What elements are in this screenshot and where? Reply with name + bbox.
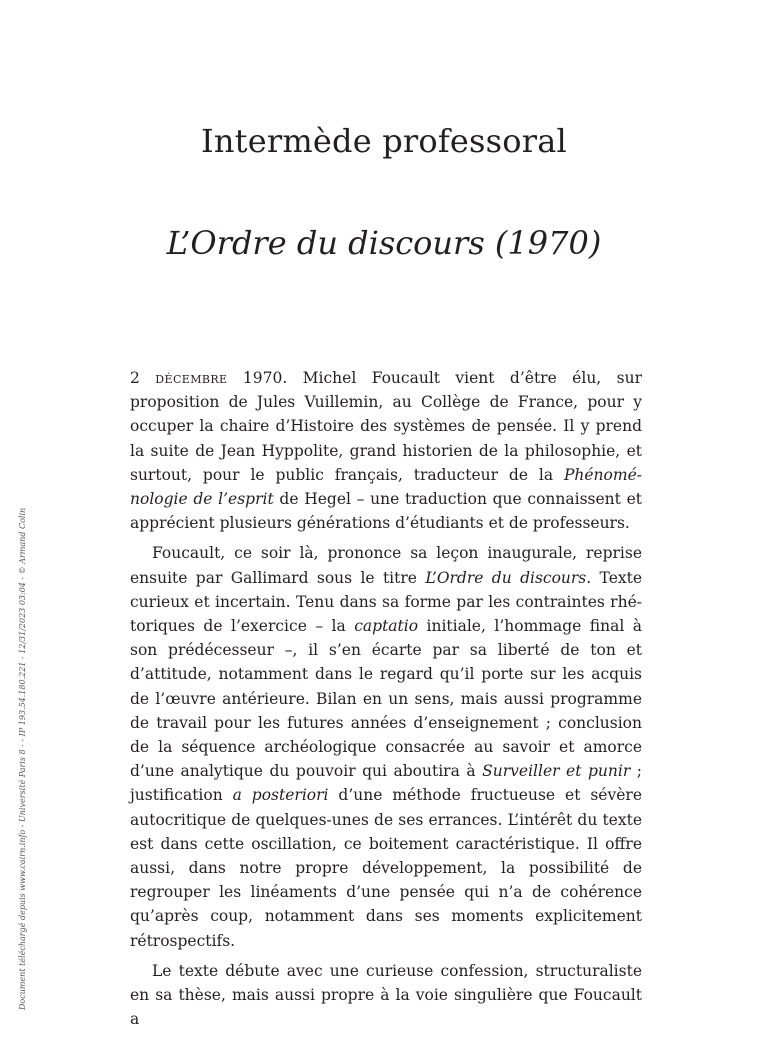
body-text <box>130 366 642 1037</box>
paragraph-2-text-e: d’une méthode fructueuse et sévère autocritique de quelques-unes de ses errances. L’intérêt du texte est dans cette oscillation, ce boitement caractéristique. Il offre aussi, dans notre propre développement, la possibilité de regrouper les linéaments d’une pensée qui n’a de cohérence qu’après coup, notamment dans ses moments explicitement rétrospectifs. <box>130 786 642 950</box>
work-title-ordre: L’Ordre du discours <box>425 568 587 587</box>
work-title-phenomenologie: Phénoménologie de l’esprit <box>130 465 642 509</box>
paragraph-2-text-b: . Texte curieux et incertain. Tenu dans sa forme par les contraintes rhétoriques de l’exercice – la <box>130 568 643 636</box>
paragraph-2-text-d: ; justification <box>130 762 642 805</box>
paragraph-1 <box>130 366 642 535</box>
work-title-surveiller: Surveiller et punir <box>482 762 631 781</box>
paragraph-2-text-c: initiale, l’hommage final à son prédécesseur –, il s’en écarte par sa liberté de ton et d’attitude, notamment dans le regard qu’il porte sur les acquis de l’œuvre antérieure. Bilan en un sens, mais aussi programme de travail pour les futures années d’enseignement ; conclusion de la séquence archéologique consacrée au savoir et amorce d’une analytique du pouvoir qui aboutira à <box>130 617 643 781</box>
paragraph-1-end: de Hegel – une traduction que connaissent et apprécient plusieurs générations d’étudiants et de professeurs. <box>130 490 642 533</box>
chapter-subtitle: L’Ordre du discours (1970) <box>166 224 602 262</box>
paragraph-3: Le texte débute avec une curieuse confession, structuraliste en sa thèse, mais aussi propre à la voie singulière que Foucault a <box>130 961 642 1029</box>
date-day: 2 <box>130 369 140 387</box>
term-captatio: captatio <box>354 617 419 636</box>
paragraph-2 <box>130 541 642 952</box>
chapter-title: Intermède professoral <box>201 122 567 160</box>
paragraph-2-text-a: Foucault, ce soir là, prononce sa leçon inaugurale, reprise ensuite par Gallimard sous le titre <box>130 544 642 587</box>
paragraph-1-text: 1970. Michel Foucault vient d’être élu, sur proposition de Jules Vuillemin, au Collège de France, pour y occuper la chaire d’Histoire des systèmes de pensée. Il y prend la suite de Jean Hyppolite, grand historien de la philosophie, et surtout, pour le public français, traducteur de la <box>130 369 642 484</box>
date-month: décembre <box>155 369 228 387</box>
term-a-posteriori: a posteriori <box>232 786 329 805</box>
download-watermark: Document téléchargé depuis www.cairn.info - Université Paris 8 - - IP 193.54.180.221 - 12/31/2023 03:04 - © Armand Colin <box>18 507 27 1010</box>
